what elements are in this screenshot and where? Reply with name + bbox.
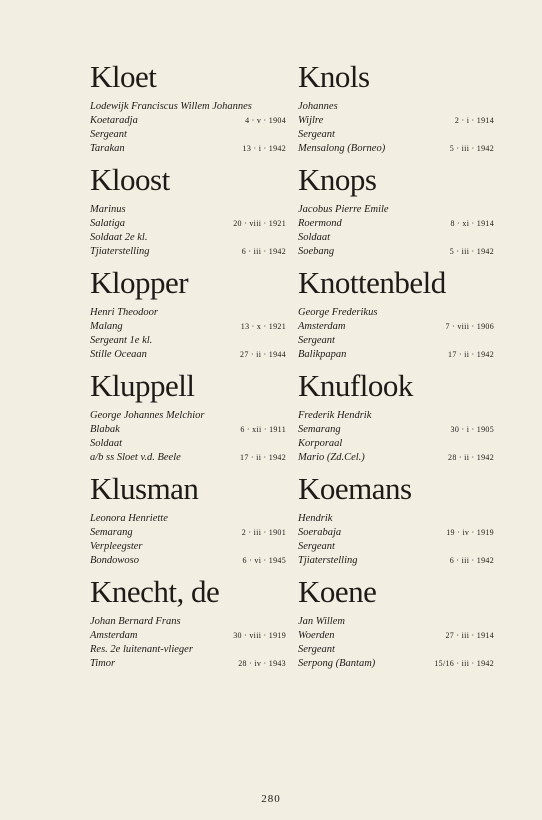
memorial-entry bbox=[298, 60, 494, 163]
death-line bbox=[298, 142, 494, 156]
death-place: Serpong (Bantam) bbox=[298, 658, 376, 669]
death-place: Tjiaterstelling bbox=[298, 555, 358, 566]
birth-line bbox=[90, 423, 286, 437]
memorial-entry bbox=[90, 369, 286, 472]
given-names: Leonora Henriette bbox=[90, 513, 168, 524]
memorial-entry bbox=[90, 472, 286, 575]
birth-line bbox=[298, 629, 494, 643]
rank-line bbox=[298, 128, 494, 142]
death-place: Timor bbox=[90, 658, 116, 669]
given-names: Jacobus Pierre Emile bbox=[298, 204, 389, 215]
surname: Klopper bbox=[90, 265, 189, 300]
surname: Kloost bbox=[90, 162, 170, 197]
birth-date: 20 · viii · 1921 bbox=[233, 219, 286, 228]
birth-place: Roermond bbox=[298, 218, 342, 229]
birth-date: 13 · x · 1921 bbox=[240, 322, 286, 331]
memorial-entry bbox=[90, 163, 286, 266]
death-place: Mario (Zd.Cel.) bbox=[298, 452, 365, 463]
death-line bbox=[90, 554, 286, 568]
rank-line bbox=[90, 540, 286, 554]
birth-place: Semarang bbox=[298, 424, 341, 435]
rank-line bbox=[90, 128, 286, 142]
death-place: Tarakan bbox=[90, 143, 125, 154]
rank: Verpleegster bbox=[90, 541, 143, 552]
surname: Koene bbox=[298, 574, 377, 609]
birth-place: Amsterdam bbox=[90, 630, 138, 641]
given-names: Hendrik bbox=[298, 513, 333, 524]
given-names: Henri Theodoor bbox=[90, 307, 158, 318]
death-place: Balikpapan bbox=[298, 349, 347, 360]
memorial-entry bbox=[298, 266, 494, 369]
right-column bbox=[298, 60, 494, 678]
rank-line bbox=[298, 334, 494, 348]
death-place: Stille Oceaan bbox=[90, 349, 147, 360]
death-line bbox=[90, 142, 286, 156]
birth-date: 8 · xi · 1914 bbox=[450, 219, 494, 228]
birth-place: Semarang bbox=[90, 527, 133, 538]
given-names: Frederik Hendrik bbox=[298, 410, 372, 421]
death-line bbox=[298, 451, 494, 465]
surname: Kloet bbox=[90, 59, 157, 94]
birth-date: 30 · viii · 1919 bbox=[233, 631, 286, 640]
rank-line bbox=[298, 437, 494, 451]
birth-line bbox=[298, 217, 494, 231]
birth-line bbox=[298, 423, 494, 437]
birth-date: 2 · iii · 1901 bbox=[241, 528, 286, 537]
birth-place: Salatiga bbox=[90, 218, 126, 229]
rank: Sergeant bbox=[298, 541, 335, 552]
rank: Korporaal bbox=[298, 438, 343, 449]
memorial-entry bbox=[298, 163, 494, 266]
birth-line bbox=[90, 217, 286, 231]
death-date: 13 · i · 1942 bbox=[242, 144, 286, 153]
death-date: 5 · iii · 1942 bbox=[449, 144, 494, 153]
birth-place: Blabak bbox=[90, 424, 120, 435]
death-place: Bondowoso bbox=[90, 555, 140, 566]
rank: Soldaat bbox=[90, 438, 123, 449]
death-line bbox=[298, 657, 494, 671]
death-line bbox=[90, 245, 286, 259]
death-date: 17 · ii · 1942 bbox=[448, 350, 494, 359]
birth-date: 4 · v · 1904 bbox=[245, 116, 286, 125]
death-line bbox=[298, 554, 494, 568]
birth-line bbox=[90, 526, 286, 540]
death-date: 6 · vi · 1945 bbox=[242, 556, 286, 565]
given-names: George Johannes Melchior bbox=[90, 410, 205, 421]
death-place: Mensalong (Borneo) bbox=[298, 143, 386, 154]
rank-line bbox=[90, 334, 286, 348]
death-line bbox=[90, 348, 286, 362]
birth-date: 30 · i · 1905 bbox=[450, 425, 494, 434]
surname: Kluppell bbox=[90, 368, 195, 403]
rank: Res. 2e luitenant-vlieger bbox=[90, 644, 193, 655]
rank: Soldaat bbox=[298, 232, 331, 243]
rank-line bbox=[90, 437, 286, 451]
surname: Knecht, de bbox=[90, 574, 220, 609]
rank: Soldaat 2e kl. bbox=[90, 232, 148, 243]
surname: Knops bbox=[298, 162, 377, 197]
memorial-entry bbox=[90, 575, 286, 678]
birth-line bbox=[298, 114, 494, 128]
death-date: 5 · iii · 1942 bbox=[449, 247, 494, 256]
death-date: 15/16 · iii · 1942 bbox=[434, 659, 494, 668]
rank-line bbox=[90, 643, 286, 657]
given-names: George Frederikus bbox=[298, 307, 378, 318]
birth-line bbox=[298, 320, 494, 334]
page-number: 280 bbox=[261, 793, 281, 805]
birth-line bbox=[298, 526, 494, 540]
surname: Knuflook bbox=[298, 368, 413, 403]
birth-date: 27 · iii · 1914 bbox=[445, 631, 494, 640]
surname: Koemans bbox=[298, 471, 412, 506]
birth-date: 7 · viii · 1906 bbox=[445, 322, 494, 331]
death-date: 27 · ii · 1944 bbox=[240, 350, 286, 359]
birth-line bbox=[90, 629, 286, 643]
death-date: 28 · iv · 1943 bbox=[238, 659, 286, 668]
rank-line bbox=[90, 231, 286, 245]
death-date: 6 · iii · 1942 bbox=[449, 556, 494, 565]
birth-place: Koetaradja bbox=[90, 115, 138, 126]
rank: Sergeant bbox=[298, 335, 335, 346]
death-place: a/b ss Sloet v.d. Beele bbox=[90, 452, 181, 463]
given-names: Lodewijk Franciscus Willem Johannes bbox=[90, 101, 252, 112]
rank-line bbox=[298, 540, 494, 554]
birth-date: 2 · i · 1914 bbox=[454, 116, 494, 125]
surname: Knols bbox=[298, 59, 370, 94]
surname: Knottenbeld bbox=[298, 265, 446, 300]
birth-date: 6 · xii · 1911 bbox=[240, 425, 286, 434]
given-names: Johannes bbox=[298, 101, 338, 112]
surname: Klusman bbox=[90, 471, 199, 506]
left-column bbox=[90, 60, 286, 678]
death-line bbox=[90, 657, 286, 671]
memorial-entry bbox=[298, 575, 494, 678]
birth-date: 19 · iv · 1919 bbox=[446, 528, 494, 537]
memorial-entry bbox=[298, 369, 494, 472]
death-date: 28 · ii · 1942 bbox=[448, 453, 494, 462]
given-names: Johan Bernard Frans bbox=[90, 616, 181, 627]
birth-place: Soerabaja bbox=[298, 527, 342, 538]
birth-line bbox=[90, 114, 286, 128]
death-place: Soebang bbox=[298, 246, 335, 257]
memorial-entry bbox=[90, 60, 286, 163]
given-names: Jan Willem bbox=[298, 616, 345, 627]
death-date: 6 · iii · 1942 bbox=[241, 247, 286, 256]
rank: Sergeant bbox=[90, 129, 127, 140]
rank: Sergeant 1e kl. bbox=[90, 335, 153, 346]
birth-place: Amsterdam bbox=[298, 321, 346, 332]
death-line bbox=[298, 245, 494, 259]
birth-line bbox=[90, 320, 286, 334]
birth-place: Woerden bbox=[298, 630, 335, 641]
death-line bbox=[298, 348, 494, 362]
birth-place: Malang bbox=[90, 321, 123, 332]
rank-line bbox=[298, 231, 494, 245]
memorial-entry bbox=[90, 266, 286, 369]
birth-place: Wijlre bbox=[298, 115, 324, 126]
death-date: 17 · ii · 1942 bbox=[240, 453, 286, 462]
memorial-entry bbox=[298, 472, 494, 575]
rank-line bbox=[298, 643, 494, 657]
death-place: Tjiaterstelling bbox=[90, 246, 150, 257]
given-names: Marinus bbox=[90, 204, 126, 215]
death-line bbox=[90, 451, 286, 465]
rank: Sergeant bbox=[298, 129, 335, 140]
rank: Sergeant bbox=[298, 644, 335, 655]
